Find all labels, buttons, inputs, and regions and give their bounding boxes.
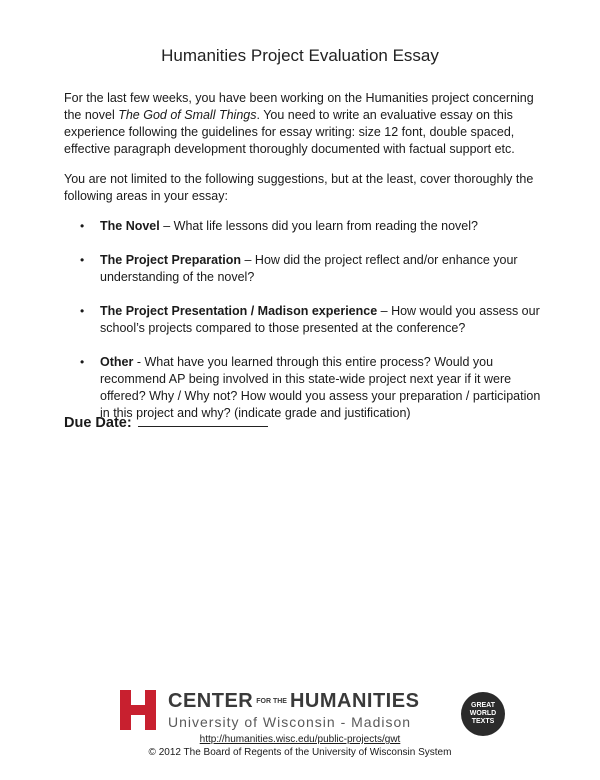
essay-areas-list bbox=[64, 218, 544, 422]
bullet-icon: • bbox=[80, 219, 85, 233]
h-logo-icon bbox=[120, 690, 156, 730]
limits-paragraph: You are not limited to the following suggestions, but at the least, cover thoroughly the following areas in your essay: bbox=[64, 172, 534, 203]
list-item bbox=[64, 354, 544, 422]
center-for-humanities-logo bbox=[120, 690, 450, 734]
logo-for-the-text: FOR THE bbox=[256, 698, 287, 706]
list-item bbox=[64, 252, 544, 286]
copyright: © 2012 The Board of Regents of the University of Wisconsin System bbox=[148, 747, 452, 758]
bullet-icon: • bbox=[80, 355, 85, 369]
list-item-text: - What have you learned through this entire process? Would you recommend AP being involved in this state-wide project next year if it were offered? Why / Why not? How would you assess your preparation / participation in this project and why? (indicate grade and justification) bbox=[100, 355, 541, 420]
logo-humanities-text: HUMANITIES bbox=[289, 690, 420, 712]
list-item-heading: The Project Preparation bbox=[100, 253, 242, 267]
bullet-icon: • bbox=[80, 304, 85, 318]
list-item-heading: The Novel bbox=[100, 219, 160, 233]
footer-url[interactable] bbox=[0, 734, 600, 745]
intro-paragraph bbox=[64, 90, 544, 158]
logo-university: University of Wisconsin - Madison bbox=[168, 714, 412, 730]
footer-link[interactable]: http://humanities.wisc.edu/public-projects/gwt bbox=[199, 734, 401, 745]
list-item-text: – How would you assess our school’s projects compared to those presented at the conference? bbox=[100, 304, 540, 335]
book-title: The God of Small Things bbox=[118, 108, 257, 122]
great-world-texts-badge: GREAT WORLD TEXTS bbox=[461, 692, 505, 736]
list-item-heading: Other bbox=[100, 355, 134, 369]
document-body bbox=[64, 90, 544, 439]
list-item-text: – What life lessons did you learn from reading the novel? bbox=[159, 219, 478, 233]
logo-wordmark bbox=[168, 690, 419, 713]
bullet-icon: • bbox=[80, 253, 85, 267]
list-item-text: – How did the project reflect and/or enhance your understanding of the novel? bbox=[100, 253, 518, 284]
due-date-blank bbox=[138, 414, 268, 427]
list-item bbox=[64, 303, 544, 337]
intro-text-start: For the last few weeks, you have been working on the Humanities project concerning the novel bbox=[64, 91, 534, 122]
intro-text-end: . You need to write an evaluative essay on this experience following the guidelines for essay writing: size 12 font, double spaced, effective paragraph development thoroughly documented with factual support etc. bbox=[64, 108, 515, 156]
logo-center-text: CENTER bbox=[168, 690, 254, 712]
list-item-heading: The Project Presentation / Madison experience bbox=[100, 304, 378, 318]
due-date bbox=[64, 414, 268, 431]
list-item bbox=[64, 218, 544, 235]
page-title: Humanities Project Evaluation Essay bbox=[161, 46, 439, 65]
due-date-label: Due Date: bbox=[64, 415, 132, 431]
